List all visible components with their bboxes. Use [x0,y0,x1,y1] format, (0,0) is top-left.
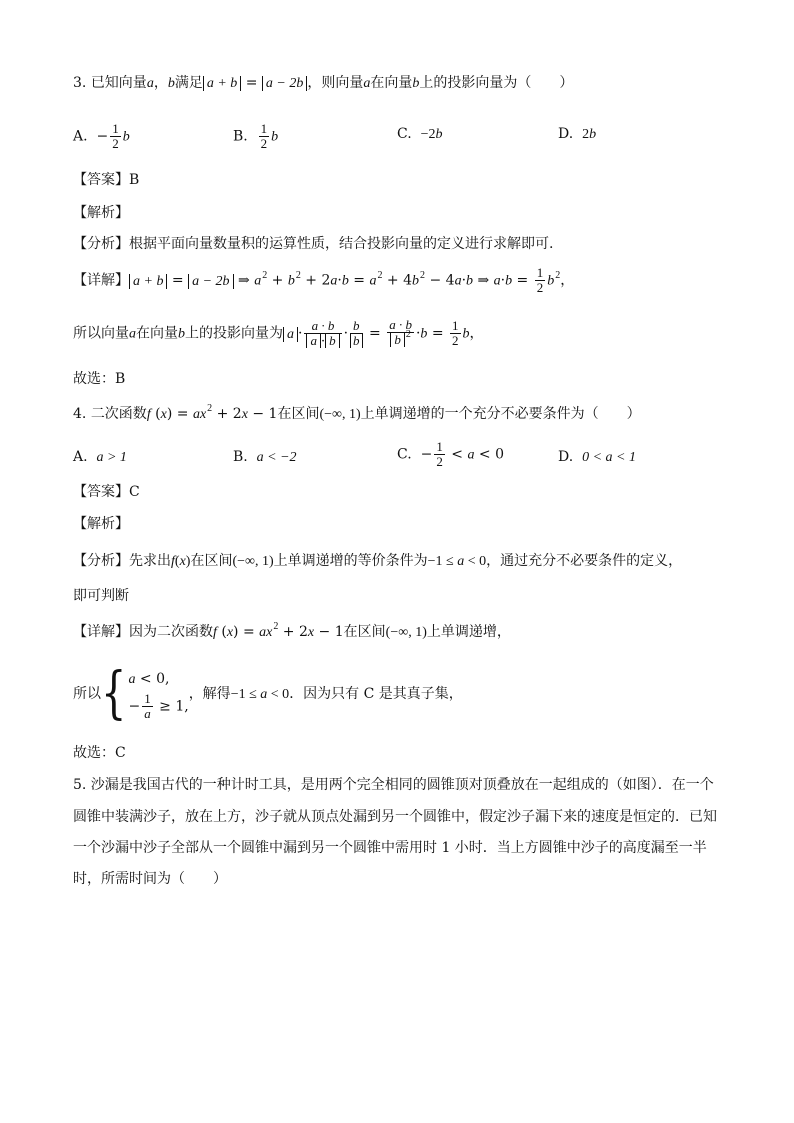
q3-answer: 【答案】B [73,172,140,188]
q3-conclusion: 故选：B [73,371,126,387]
q4-analysis-title: 【解析】 [73,516,129,532]
q3-option-b[interactable]: B. $\frac{1}{2}$ b [233,121,279,151]
q5-line-3: 一个沙漏中沙子全部从一个圆锥中漏到另一个圆锥中需用时 1 小时．当上方圆锥中沙子的高度漏至一半 [73,840,707,856]
q3-stem: 3. 已知向量a，b满足 a + b = a − 2b ，则向量a在向量b上的投影向量为（ ） [73,75,574,91]
q3-projection-line: 所以向量a在向量b上的投影向量为 a · $\frac{a \cdot b}{a \cdot b}$ · $\frac{b}{b}$ = $\frac{a \cdot b}{b ^2}$ ·b = $\frac{1}{2}$ b， [73,317,484,349]
q4-option-d[interactable]: D. 0 < a < 1 [558,449,636,465]
q4-option-a[interactable]: A. a > 1 [73,449,127,465]
q4-fenxi: 【分析】先求出f(x)在区间(−∞, 1)上单调递增的等价条件为−1 ≤ a < 0，通过充分不必要条件的定义， [73,553,683,569]
q4-option-b[interactable]: B. a < −2 [233,449,297,465]
q4-option-c[interactable]: C. − $\frac{1}{2}$ < a < 0 [397,439,504,469]
q5-line-2: 圆锥中装满沙子，放在上方，沙子就从顶点处漏到另一个圆锥中，假定沙子漏下来的速度是恒定的．已知 [73,809,717,825]
q4-system: 所以{ a < 0, − $\frac{1}{a}$ ≥ 1, ，解得−1 ≤ a < 0．因为只有 C 是其真子集， [73,661,463,727]
q4-conclusion: 故选：C [73,745,126,761]
q4-answer: 【答案】C [73,484,140,500]
q3-fenxi: 【分析】根据平面向量数量积的运算性质，结合投影向量的定义进行求解即可. [73,236,554,252]
q3-xiangjie: 【详解】 a + b = a − 2b ⇒ $a^2 + b^2 + 2a\cdot b = a^2 + 4b^2 - 4a\cdot b$ ⇒ a·b = $\frac{1}{2}$ $b^2$， [73,265,575,295]
q5-line-1: 5. 沙漏是我国古代的一种计时工具，是用两个完全相同的圆锥顶对顶叠放在一起组成的（如图）．在一个 [73,777,714,793]
q5-line-4: 时，所需时间为（ ） [73,871,227,887]
q3-option-a[interactable]: A. − $\frac{1}{2}$ b [73,121,130,151]
q3-option-c[interactable]: C. −2b [397,126,443,142]
q4-fenxi-cont: 即可判断 [73,588,129,604]
q4-stem: 4. 二次函数f $(x) = ax^2 + 2x - 1$在区间(−∞, 1)上单调递增的一个充分不必要条件为（ ） [73,403,641,422]
q3-analysis-title: 【解析】 [73,205,129,221]
q4-xiangjie: 【详解】因为二次函数f $(x) = ax^2 + 2x - 1$在区间(−∞, 1)上单调递增， [73,621,511,640]
q3-option-d[interactable]: D. 2b [558,126,597,142]
